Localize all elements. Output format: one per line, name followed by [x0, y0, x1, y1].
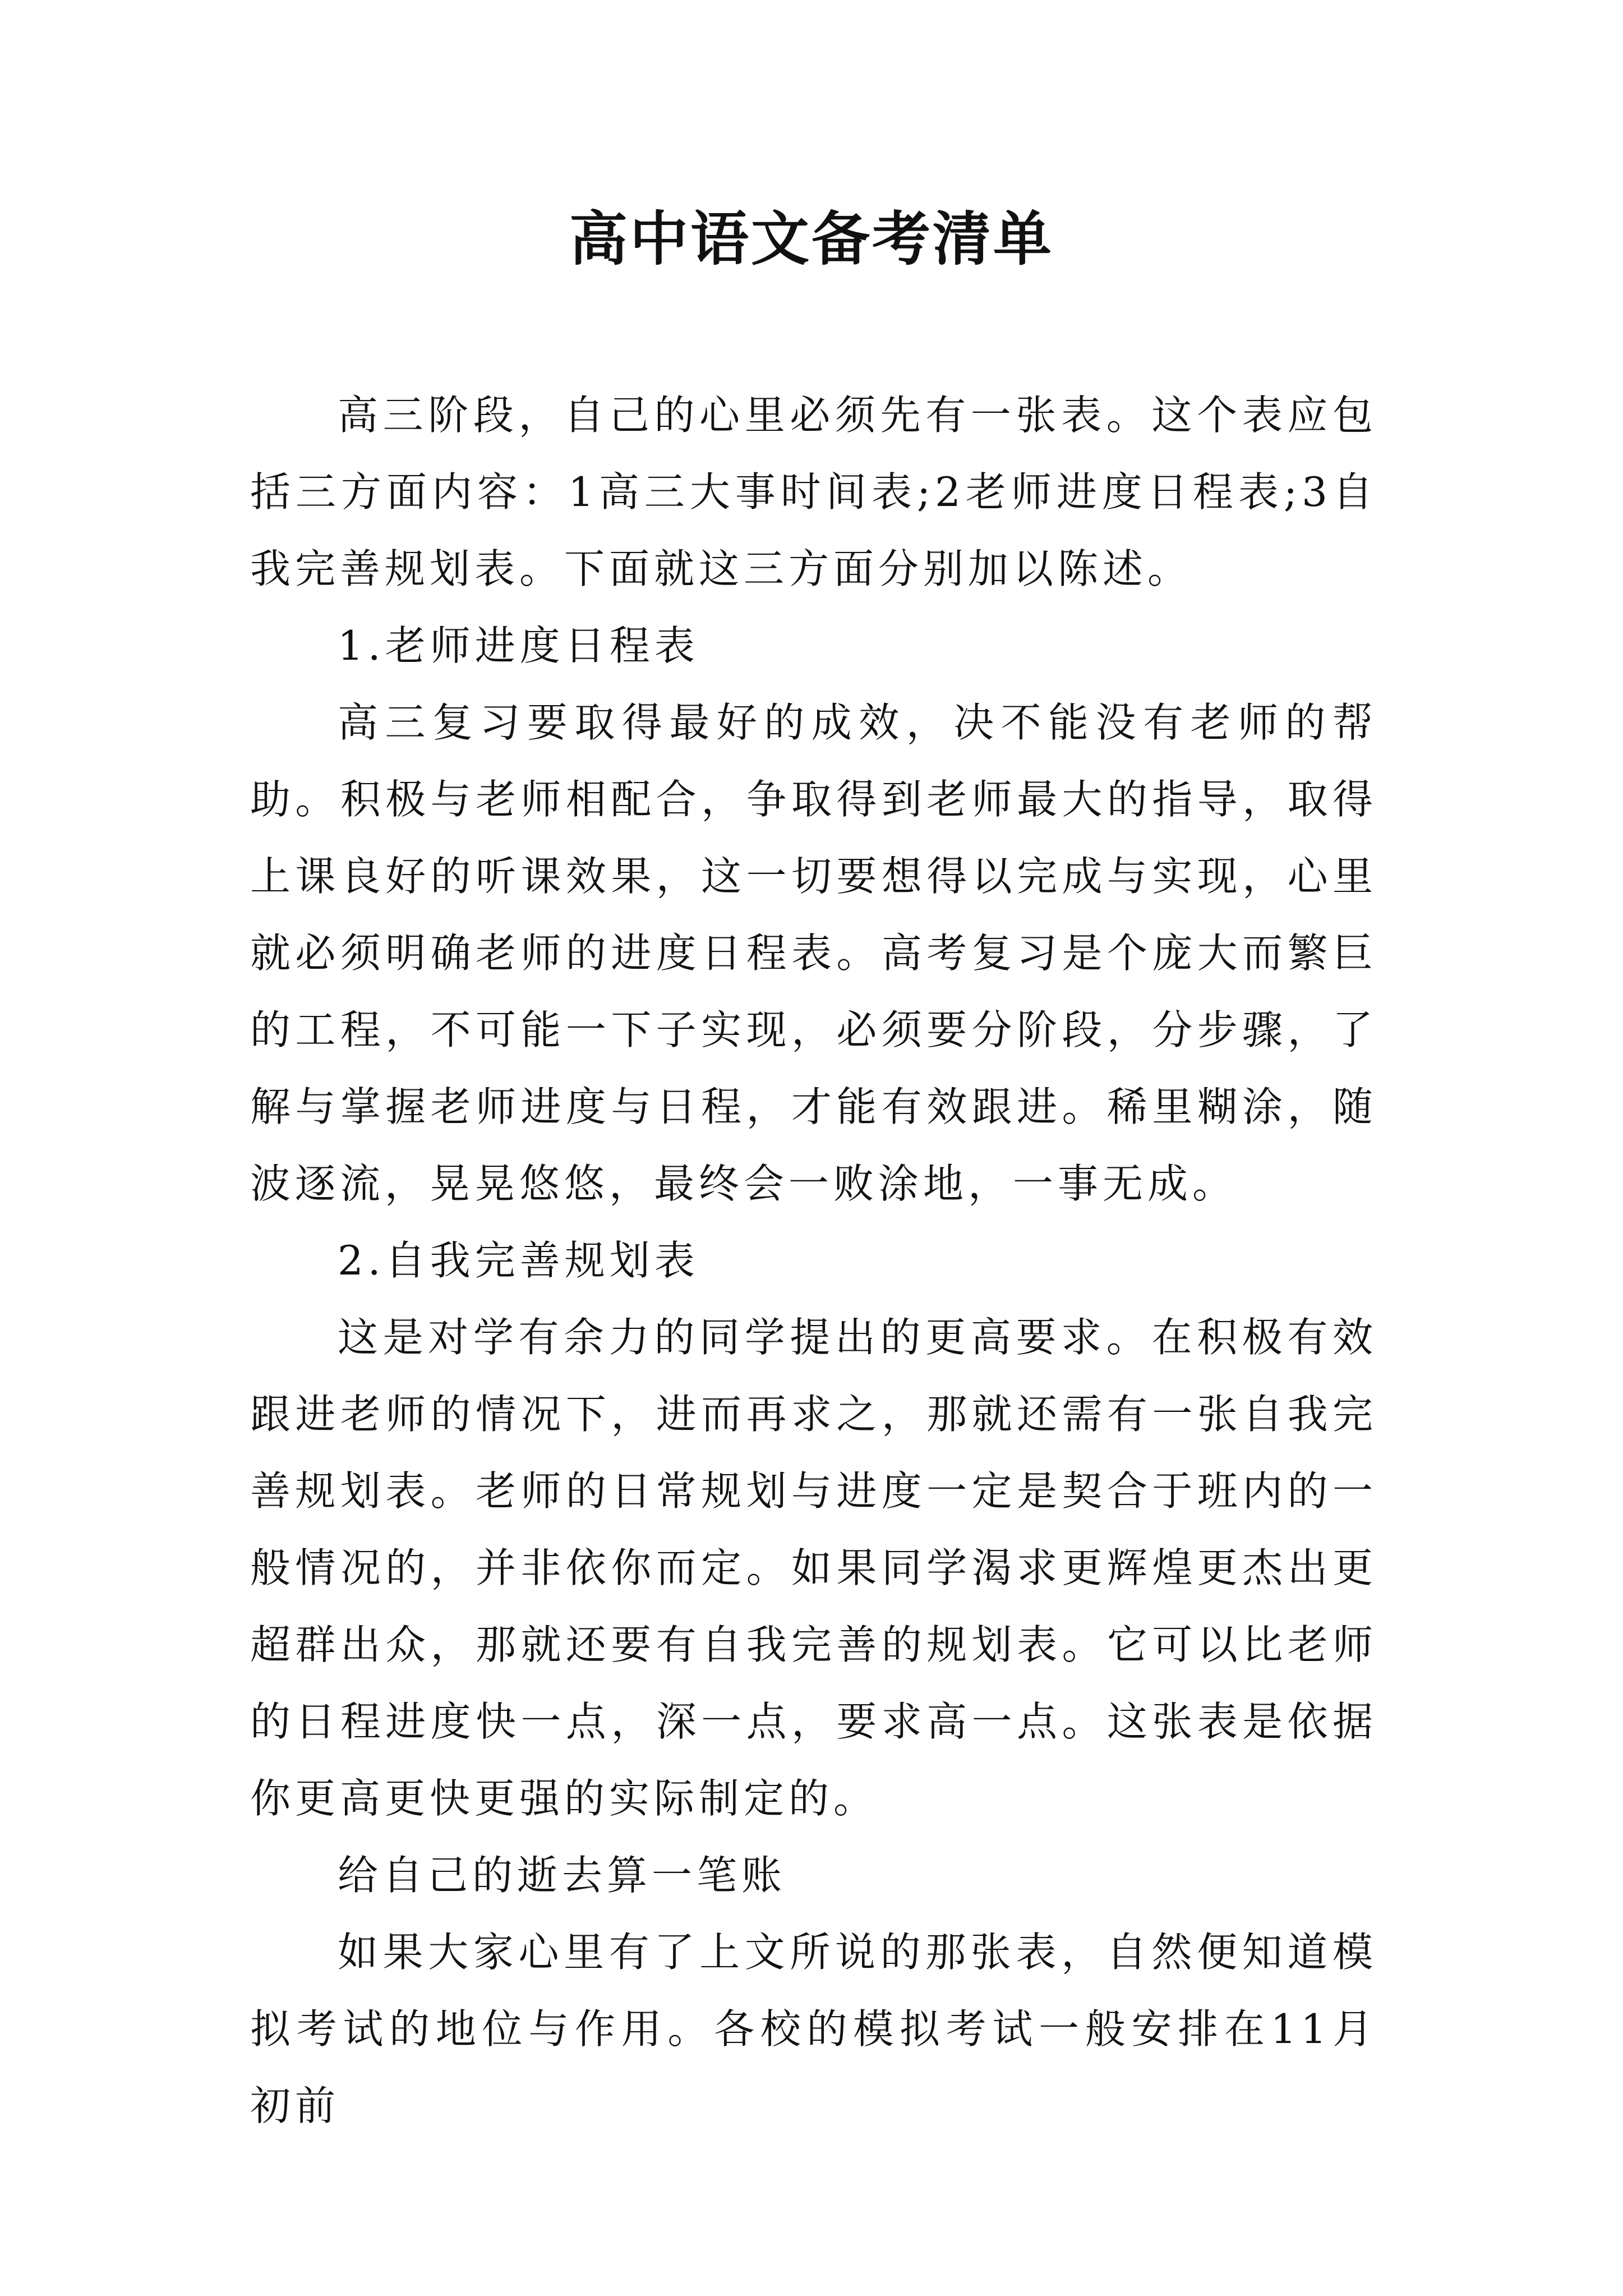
document-title: 高中语文备考清单: [569, 204, 1054, 273]
document-body: [250, 377, 1377, 2145]
section-heading-self-plan: 2.自我完善规划表: [338, 1237, 699, 1284]
section-heading-account: 给自己的逝去算一笔账: [338, 1852, 787, 1899]
paragraph-self-plan: 这是对学有余力的同学提出的更高要求。在积极有效跟进老师的情况下，进而再求之，那就还需有一张自我完善规划表。老师的日常规划与进度一定是契合于班内的一般情况的，并非依你而定。如果同学渴求更辉煌更杰出更超群出众，那就还要有自我完善的规划表。它可以比老师的日程进度快一点，深一点，要求高一点。这张表是依据你更高更快更强的实际制定的。: [250, 1314, 1377, 1822]
paragraph-mock-exam: 如果大家心里有了上文所说的那张表，自然便知道模拟考试的地位与作用。各校的模拟考试一般安排在11月初前: [250, 1929, 1377, 2129]
paragraph-teacher-schedule: 高三复习要取得最好的成效，决不能没有老师的帮助。积极与老师相配合，争取得到老师最大的指导，取得上课良好的听课效果，这一切要想得以完成与实现，心里就必须明确老师的进度日程表。高考复习是个庞大而繁巨的工程，不可能一下子实现，必须要分阶段，分步骤，了解与掌握老师进度与日程，才能有效跟进。稀里糊涂，随波逐流，晃晃悠悠，最终会一败涂地，一事无成。: [250, 699, 1377, 1207]
paragraph-intro: 高三阶段，自己的心里必须先有一张表。这个表应包括三方面内容：1高三大事时间表;2老师进度日程表;3自我完善规划表。下面就这三方面分别加以陈述。: [250, 392, 1377, 592]
section-heading-teacher-schedule: 1.老师进度日程表: [338, 622, 699, 669]
